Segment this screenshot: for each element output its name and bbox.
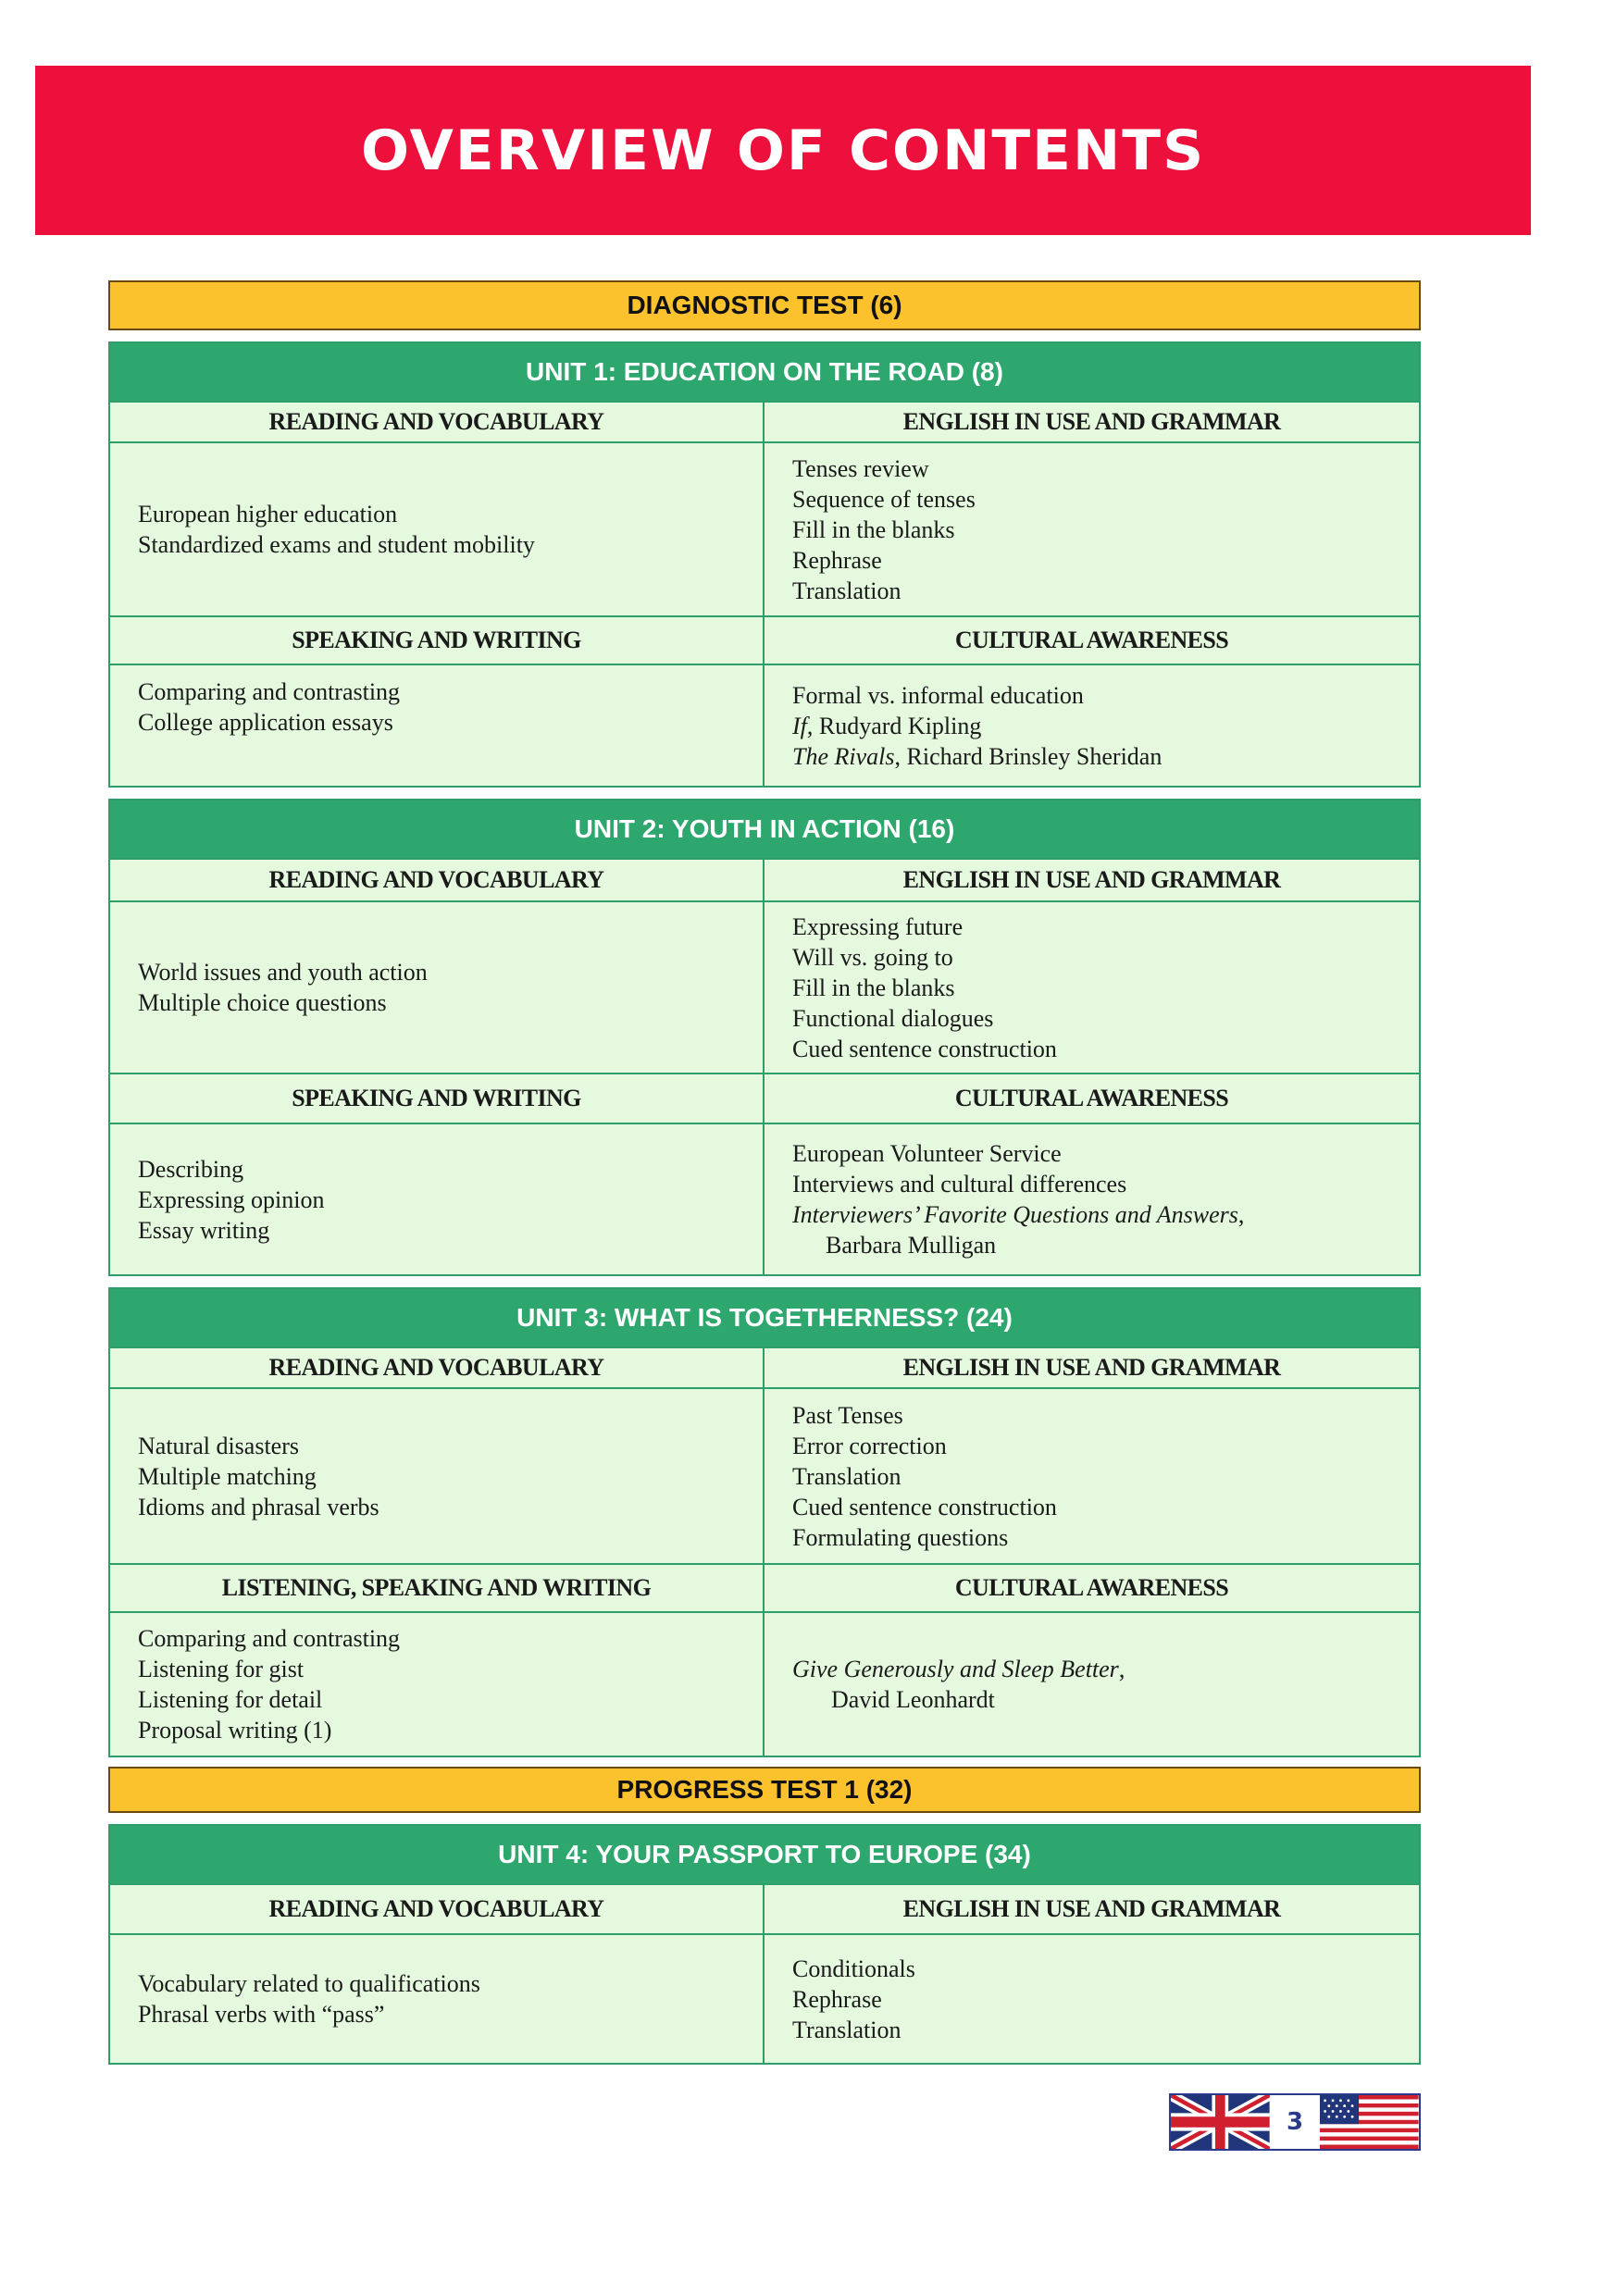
unit-4 xyxy=(108,1824,1421,2065)
list-item: Vocabulary related to qualifications xyxy=(138,1970,480,1997)
list-item: Multiple choice questions xyxy=(138,989,387,1016)
reading-cell xyxy=(110,1933,765,2063)
column-header-reading: READING AND VOCABULARY xyxy=(110,401,765,441)
reading-cell xyxy=(110,441,765,615)
list-item: Comparing and contrasting xyxy=(138,1625,401,1652)
list-item xyxy=(792,711,1391,741)
work-author: , Richard Brinsley Sheridan xyxy=(894,742,1163,770)
punctuation: , xyxy=(1237,1201,1245,1228)
list-item: Describing xyxy=(138,1155,244,1183)
list-item: World issues and youth action xyxy=(138,959,428,986)
unit-title: UNIT 1: EDUCATION ON THE ROAD (8) xyxy=(110,343,1419,401)
work-title: If xyxy=(792,712,807,739)
progress-test-bar: PROGRESS TEST 1 (32) xyxy=(108,1767,1421,1813)
list-item: Formulating questions xyxy=(792,1523,1009,1551)
list-item: Translation xyxy=(792,2016,901,2043)
contents-table xyxy=(108,280,1421,2065)
column-header-reading: READING AND VOCABULARY xyxy=(110,1883,765,1933)
work-title: The Rivals xyxy=(792,742,895,770)
list-item: Cued sentence construction xyxy=(792,1493,1057,1520)
list-item: Interviews and cultural differences xyxy=(792,1171,1127,1198)
column-header-speaking: LISTENING, SPEAKING AND WRITING xyxy=(110,1563,765,1611)
list-item: College application essays xyxy=(138,709,393,736)
list-item: Translation xyxy=(792,1462,901,1490)
grammar-cell xyxy=(765,1387,1419,1563)
column-header-grammar: ENGLISH IN USE AND GRAMMAR xyxy=(765,1883,1419,1933)
list-item: Cued sentence construction xyxy=(792,1035,1057,1062)
list-item: Formal vs. informal education xyxy=(792,681,1084,709)
diagnostic-test-bar: DIAGNOSTIC TEST (6) xyxy=(108,280,1421,330)
list-item: Proposal writing (1) xyxy=(138,1717,332,1744)
list-item: Standardized exams and student mobility xyxy=(138,531,535,558)
list-item: Fill in the blanks xyxy=(792,974,955,1001)
list-item: Rephrase xyxy=(792,546,882,574)
list-item: Will vs. going to xyxy=(792,943,953,971)
work-author: , Rudyard Kipling xyxy=(806,712,982,739)
uk-flag-icon xyxy=(1171,2095,1270,2149)
list-item: Essay writing xyxy=(138,1216,270,1244)
work-title: Interviewers’ Favorite Questions and Answers xyxy=(792,1201,1238,1228)
reading-cell xyxy=(110,900,765,1073)
list-item: Natural disasters xyxy=(138,1432,300,1459)
list-item: Comparing and contrasting xyxy=(138,678,401,705)
page-footer xyxy=(1169,2093,1421,2151)
unit-2 xyxy=(108,799,1421,1276)
list-item: Fill in the blanks xyxy=(792,515,955,543)
unit-title: UNIT 2: YOUTH IN ACTION (16) xyxy=(110,800,1419,858)
cultural-cell xyxy=(765,1123,1419,1274)
column-header-speaking: SPEAKING AND WRITING xyxy=(110,1073,765,1123)
list-item: Phrasal verbs with “pass” xyxy=(138,2001,385,2028)
list-item xyxy=(792,741,1391,772)
speaking-cell xyxy=(110,1123,765,1274)
list-item: Past Tenses xyxy=(792,1401,903,1429)
column-header-cultural: CULTURAL AWARENESS xyxy=(765,1073,1419,1123)
work-author: Barbara Mulligan xyxy=(826,1232,997,1259)
list-item: Tenses review xyxy=(792,454,929,482)
grammar-cell xyxy=(765,1933,1419,2063)
column-header-reading: READING AND VOCABULARY xyxy=(110,1347,765,1387)
list-item: European Volunteer Service xyxy=(792,1140,1062,1167)
speaking-cell xyxy=(110,664,765,786)
list-item xyxy=(792,1199,1391,1230)
list-item: Expressing opinion xyxy=(138,1185,325,1213)
list-item: Multiple matching xyxy=(138,1462,317,1490)
column-header-grammar: ENGLISH IN USE AND GRAMMAR xyxy=(765,858,1419,900)
list-item: Listening for detail xyxy=(138,1686,323,1713)
page-number: 3 xyxy=(1270,2095,1321,2149)
list-item: Translation xyxy=(792,577,901,604)
unit-3 xyxy=(108,1287,1421,1757)
list-item: Functional dialogues xyxy=(792,1004,994,1032)
list-item: Idioms and phrasal verbs xyxy=(138,1493,379,1520)
unit-1 xyxy=(108,341,1421,788)
title-banner xyxy=(35,66,1531,235)
unit-title: UNIT 3: WHAT IS TOGETHERNESS? (24) xyxy=(110,1289,1419,1347)
work-title: Give Generously and Sleep Better xyxy=(792,1656,1119,1682)
list-item: Listening for gist xyxy=(138,1656,305,1682)
list-item: European higher education xyxy=(138,501,398,527)
us-flag-icon xyxy=(1320,2095,1419,2149)
page-title: OVERVIEW OF CONTENTS xyxy=(360,118,1206,183)
reading-cell xyxy=(110,1387,765,1563)
list-item: Error correction xyxy=(792,1432,947,1459)
column-header-cultural: CULTURAL AWARENESS xyxy=(765,615,1419,664)
list-item: Sequence of tenses xyxy=(792,485,976,513)
column-header-grammar: ENGLISH IN USE AND GRAMMAR xyxy=(765,401,1419,441)
cultural-cell xyxy=(765,1611,1419,1756)
cultural-cell xyxy=(765,664,1419,786)
unit-title: UNIT 4: YOUR PASSPORT TO EUROPE (34) xyxy=(110,1826,1419,1883)
punctuation: , xyxy=(1118,1656,1125,1682)
list-item xyxy=(792,1654,1391,1684)
list-item: Rephrase xyxy=(792,1985,882,2013)
work-author: David Leonhardt xyxy=(831,1686,995,1713)
list-item: Expressing future xyxy=(792,912,964,940)
column-header-grammar: ENGLISH IN USE AND GRAMMAR xyxy=(765,1347,1419,1387)
column-header-cultural: CULTURAL AWARENESS xyxy=(765,1563,1419,1611)
column-header-speaking: SPEAKING AND WRITING xyxy=(110,615,765,664)
grammar-cell xyxy=(765,441,1419,615)
column-header-reading: READING AND VOCABULARY xyxy=(110,858,765,900)
list-item: Conditionals xyxy=(792,1955,915,1982)
speaking-cell xyxy=(110,1611,765,1756)
grammar-cell xyxy=(765,900,1419,1073)
